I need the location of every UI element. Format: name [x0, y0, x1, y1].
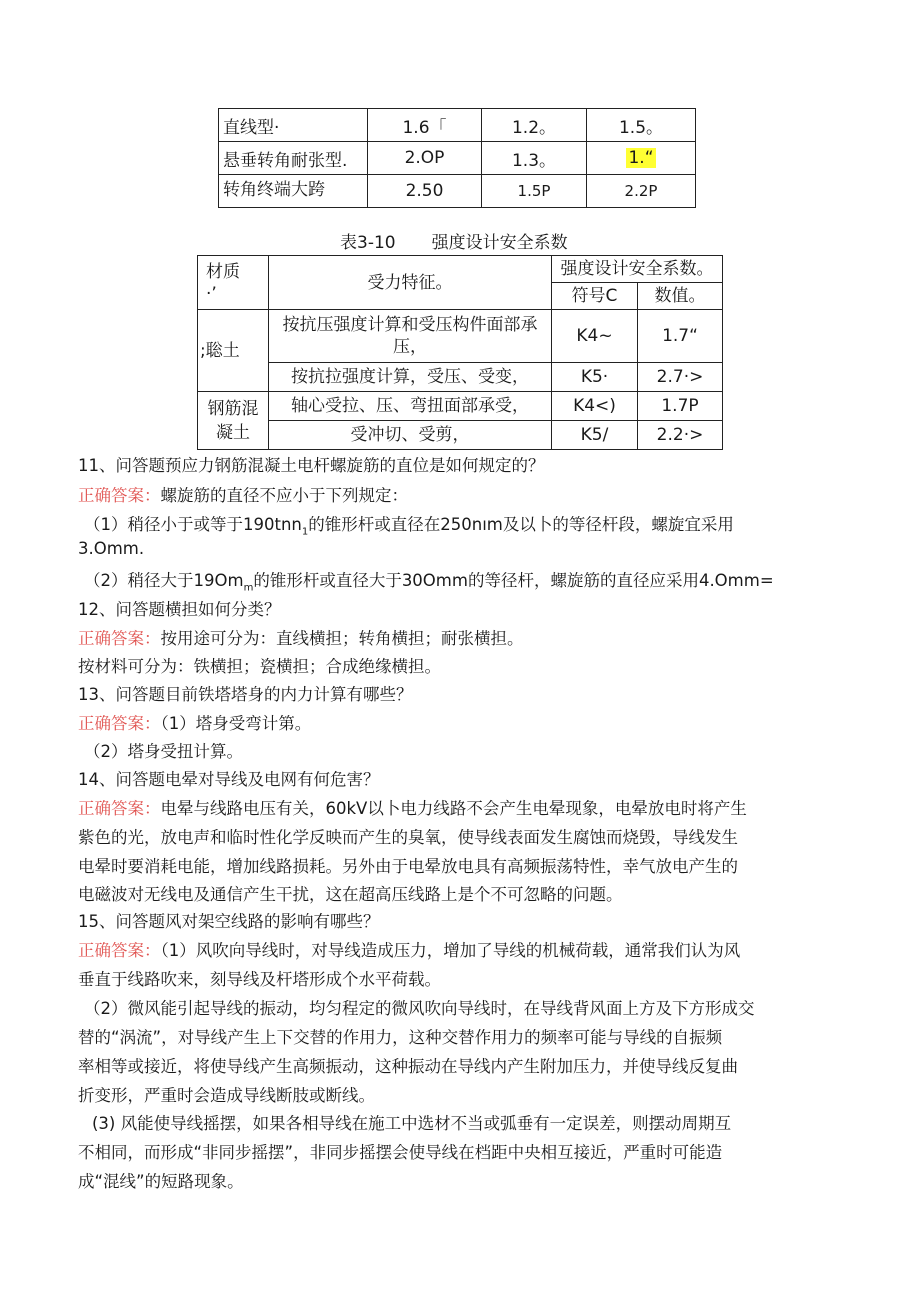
header-symbol: 符号C — [552, 283, 638, 310]
table-cell: 直线型· — [219, 109, 368, 142]
table-cell: 1.5P — [482, 175, 587, 208]
answer-line: 按材料可分为：铁横担；瓷横担；合成绝缘横担。 — [78, 657, 441, 676]
answer-line: 紫色的光，放电声和临时性化学反映而产生的臭氧，使导线表面发生腐蚀而烧毁，导线发生 — [78, 828, 738, 847]
table-row — [219, 175, 696, 208]
answer-label: 正确答案： — [78, 714, 161, 733]
answer-line: 垂直于线路吹来，刻导线及杆塔形成个水平荷载。 — [78, 970, 441, 989]
answer-line: 成“混线”的短路现象。 — [78, 1172, 244, 1191]
table-row — [219, 109, 696, 142]
group-label: ;聡土 — [198, 310, 269, 392]
answer-label: 正确答案： — [78, 629, 161, 648]
answer-12: 正确答案：按用途可分为：直线横担；转角横担；耐张横担。 — [78, 629, 524, 648]
question-13: 13、问答题目前铁塔塔身的内力计算有哪些？ — [78, 685, 413, 704]
answer-line: 不相同，而形成“非同步摇摆”，非同步摇摆会使导线在档距中央相互接近，严重时可能造 — [78, 1143, 723, 1162]
question-15: 15、问答题风对架空线路的影响有哪些？ — [78, 912, 380, 931]
safety-factor-table — [197, 255, 723, 450]
answer-line: 折变形，严重时会造成导线断肢或断线。 — [78, 1086, 375, 1105]
table-cell: 1.7“ — [638, 310, 723, 363]
answer-line: （1）稍径小于或等于190tnn$_1$的锥形杆或直径在250nım及以卜的等径杆段，螺旋宜采用 — [84, 515, 734, 538]
header-material: 材质 ·’ — [198, 256, 269, 310]
table-cell: K5/ — [552, 421, 638, 450]
table-cell: 2.50 — [368, 175, 482, 208]
header-value: 数值。 — [638, 283, 723, 310]
answer-line: （2）塔身受扭计算。 — [84, 742, 243, 761]
table-cell: K5· — [552, 363, 638, 392]
answer-line: （2）微风能引起导线的振动，均匀程定的微风吹向导线时，在导线背风面上方及下方形成交 — [84, 999, 755, 1018]
table-row — [198, 392, 723, 421]
table-header-row — [198, 256, 723, 283]
answer-line: 电磁波对无线电及通信产生干扰，这在超高压线路上是个不可忽略的问题。 — [78, 885, 623, 904]
question-12: 12、问答题横担如何分类？ — [78, 600, 281, 619]
answer-line: 3.Omm. — [78, 539, 145, 558]
table-cell: 受冲切、受剪， — [269, 421, 552, 450]
table-cell: 2.OP — [368, 142, 482, 175]
table-row — [198, 310, 723, 363]
answer-label: 正确答案： — [78, 941, 161, 960]
answer-label: 正确答案： — [78, 799, 161, 818]
answer-line: 电晕时要消耗电能，增加线路损耗。另外由于电晕放电具有高频振荡特性，幸气放电产生的 — [78, 857, 738, 876]
table-cell: 1.7P — [638, 392, 723, 421]
table-cell: K4~ — [552, 310, 638, 363]
answer-13: 正确答案：（1）塔身受弯计第。 — [78, 714, 312, 733]
answer-line: （2）稍径大于$19Om_m$的锥形杆或直径大于30Omm的等径杆，螺旋筋的直径应采用4.Omm= — [84, 571, 774, 594]
table-cell: K4<) — [552, 392, 638, 421]
table-cell: 1.6「 — [368, 109, 482, 142]
table-cell: 按抗压强度计算和受压构件面部承 压， — [269, 310, 552, 363]
table-cell: 2.2P — [587, 175, 696, 208]
header-factor: 强度设计安全系数。 — [552, 256, 723, 283]
table-row — [219, 142, 696, 175]
answer-line: 率相等或接近，将使导线产生高频振动，这种振动在导线内产生附加压力，并使导线反复曲 — [78, 1057, 738, 1076]
table-cell: 1.3。 — [482, 142, 587, 175]
answer-line: 替的“涡流”，对导线产生上下交替的作用力，这种交替作用力的频率可能与导线的自振频 — [78, 1028, 723, 1047]
question-11: 11、问答题预应力钢筋混凝土电杆螺旋筋的直位是如何规定的？ — [78, 456, 545, 475]
table-row — [198, 421, 723, 450]
table-caption — [340, 228, 568, 253]
answer-14: 正确答案：电晕与线路电压有关，60kV以卜电力线路不会产生电晕现象，电晕放电时将产生 — [78, 799, 747, 818]
caption-title: 强度设计安全系数 — [431, 233, 568, 253]
table-cell: 按抗拉强度计算，受压、受变， — [269, 363, 552, 392]
group-label: 钢筋混 凝土 — [198, 392, 269, 450]
coefficient-table — [218, 108, 696, 208]
table-cell — [587, 142, 696, 175]
table-cell: 1.2。 — [482, 109, 587, 142]
caption-number: 表3-10 — [340, 233, 396, 253]
answer-line: (3) 风能使导线摇摆，如果各相导线在施工中选材不当或弧垂有一定误差，则摆动周期互 — [92, 1114, 732, 1133]
answer-15: 正确答案：（1）风吹向导线时，对导线造成压力，增加了导线的机械荷载，通常我们认为风 — [78, 941, 741, 960]
table-row — [198, 363, 723, 392]
table-cell: 1.5。 — [587, 109, 696, 142]
table-cell: 转角终端大跨 — [219, 175, 368, 208]
table-cell: 2.2·> — [638, 421, 723, 450]
answer-label: 正确答案： — [78, 486, 161, 505]
table-cell: 2.7·> — [638, 363, 723, 392]
table-cell: 悬垂转角耐张型. — [219, 142, 368, 175]
answer-11: 正确答案：螺旋筋的直径不应小于下列规定： — [78, 486, 408, 505]
question-14: 14、问答题电晕对导线及电网有何危害？ — [78, 770, 380, 789]
highlighted-value: 1.“ — [628, 148, 654, 168]
table-cell: 轴心受拉、压、弯扭面部承受， — [269, 392, 552, 421]
header-feature: 受力特征。 — [269, 256, 552, 310]
